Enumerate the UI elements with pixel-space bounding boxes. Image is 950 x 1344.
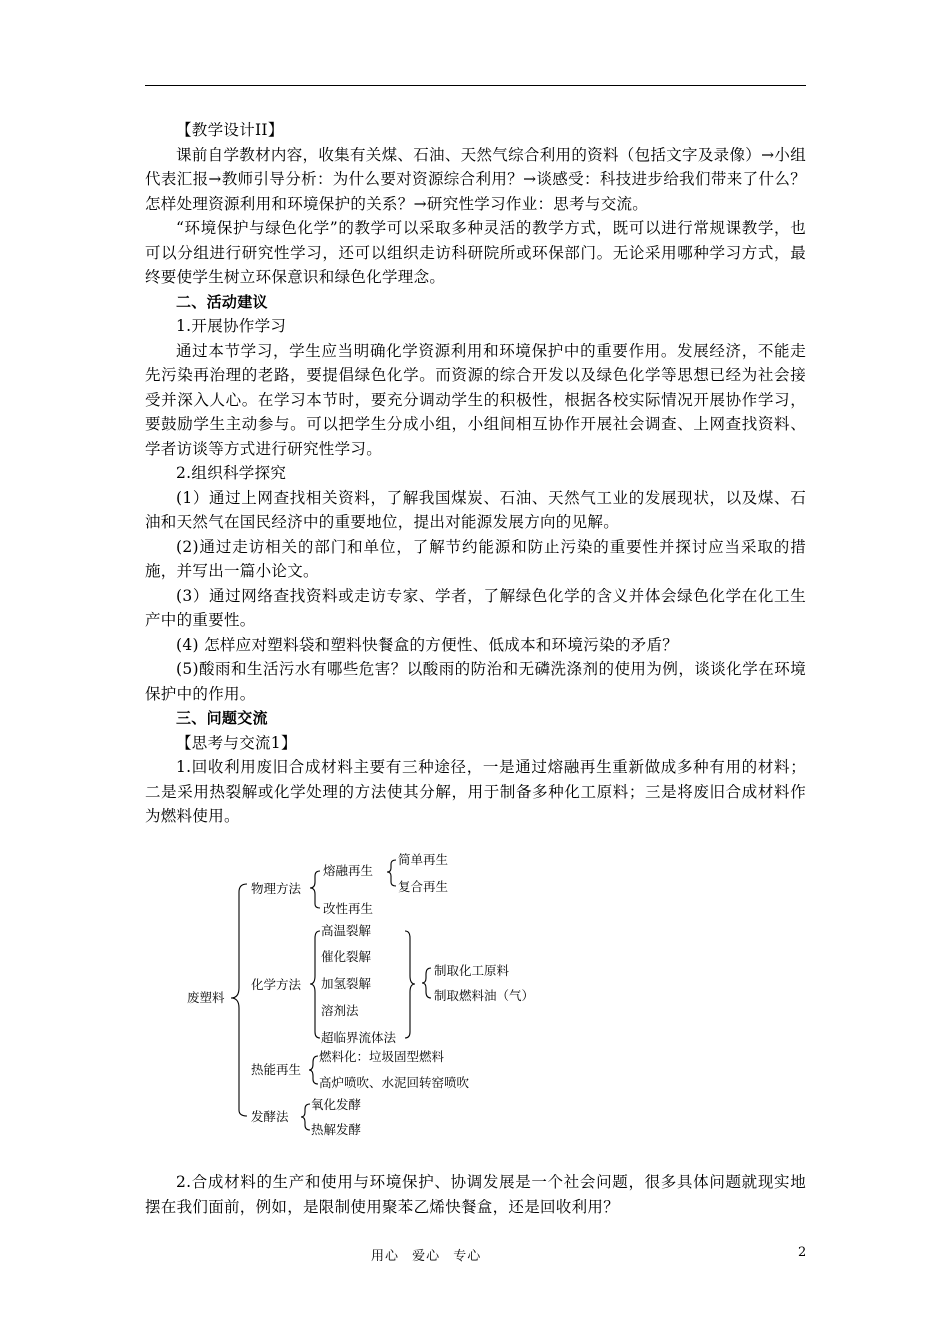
chemical-method-label: 化学方法 [251,977,302,992]
root-label: 废塑料 [187,990,225,1005]
paragraph: (2)通过走访相关的部门和单位，了解节约能源和防止污染的重要性并探讨应当采取的措施，并写出一篇小论文。 [145,537,806,580]
chemical-item: 溶剂法 [321,1003,359,1018]
chemical-item: 加氢裂解 [321,976,372,991]
paragraph: 2.合成材料的生产和使用与环境保护、协调发展是一个社会问题，很多具体问题就现实地摆在我们面前，例如，是限制使用聚苯乙烯快餐盒，还是回收利用？ [145,1173,806,1216]
physical-method-label: 物理方法 [251,881,302,896]
modified-regeneration-label: 改性再生 [323,901,374,916]
melt-regeneration-label: 熔融再生 [323,863,374,878]
body-text [145,118,806,829]
paragraph: (4) 怎样应对塑料袋和塑料快餐盒的方便性、低成本和环境污染的矛盾？ [176,635,679,654]
plastic-recycling-diagram [185,848,535,1148]
paragraph: “环境保护与绿色化学”的教学可以采取多种灵活的教学方式，既可以进行常规课教学，也可以分组进行研究性学习，还可以组织走访科研院所或环保部门。无论采用哪种学习方式，最终要使学生树立环保意识和绿色化学理念。 [145,219,806,286]
page-number: 2 [798,1245,807,1260]
subheading: 1.开展协作学习 [176,317,287,335]
section-heading: 三、问题交流 [176,709,268,727]
fermentation-item: 氧化发酵 [311,1097,362,1112]
paragraph: (5)酸雨和生活污水有哪些危害？以酸雨的防治和无磷洗涤剂的使用为例，谈谈化学在环境保护中的作用。 [145,660,806,703]
thermal-regeneration-label: 热能再生 [251,1062,302,1077]
fermentation-item: 热解发酵 [311,1122,362,1137]
thermal-item: 高炉喷吹、水泥回转窑喷吹 [319,1075,470,1090]
closing-text [145,1170,806,1219]
subheading: 2.组织科学探究 [176,464,287,482]
section-heading: 二、活动建议 [176,292,268,311]
footer-motto: 用心 爱心 专心 [371,1249,482,1264]
thermal-item: 燃料化：垃圾固型燃料 [319,1049,445,1064]
paragraph: 通过本节学习，学生应当明确化学资源利用和环境保护中的重要作用。发展经济，不能走先污染再治理的老路，要提倡绿色化学。而资源的综合开发以及绿色化学等思想已经为社会接受并深入人心。在学习本节时，要充分调动学生的积极性，根据各校实际情况开展协作学习，要鼓励学生主动参与。可以把学生分成小组，小组间相互协作开展社会调查、上网查找资料、学者访谈等方式进行研究性学习。 [145,341,806,458]
chemical-output: 制取化工原料 [434,963,510,978]
chemical-item: 超临界流体法 [321,1030,397,1045]
compound-regeneration-label: 复合再生 [398,879,449,894]
paragraph: 1.回收利用废旧合成材料主要有三种途径，一是通过熔融再生重新做成多种有用的材料；二是采用热裂解或化学处理的方法使其分解，用于制备多种化工原料；三是将废旧合成材料作为燃料使用。 [145,758,806,825]
paragraph: (3）通过网络查找资料或走访专家、学者，了解绿色化学的含义并体会绿色化学在化工生产中的重要性。 [145,586,806,629]
chemical-item: 高温裂解 [321,923,372,938]
paragraph: (1）通过上网查找相关资料，了解我国煤炭、石油、天然气工业的发展现状，以及煤、石油和天然气在国民经济中的重要地位，提出对能源发展方向的见解。 [145,488,806,531]
subheading: 【思考与交流1】 [176,733,297,752]
chemical-item: 催化裂解 [321,949,372,964]
header-rule [145,85,806,86]
simple-regeneration-label: 简单再生 [398,852,449,867]
paragraph: 【教学设计II】 [176,121,284,139]
fermentation-label: 发酵法 [251,1109,289,1124]
chemical-output: 制取燃料油（气） [434,988,535,1003]
paragraph: 课前自学教材内容，收集有关煤、石油、天然气综合利用的资料（包括文字及录像）→小组代表汇报→教师引导分析：为什么要对资源综合利用？→谈感受：科技进步给我们带来了什么？怎样处理资源利用和环境保护的关系？→研究性学习作业：思考与交流。 [145,145,806,213]
